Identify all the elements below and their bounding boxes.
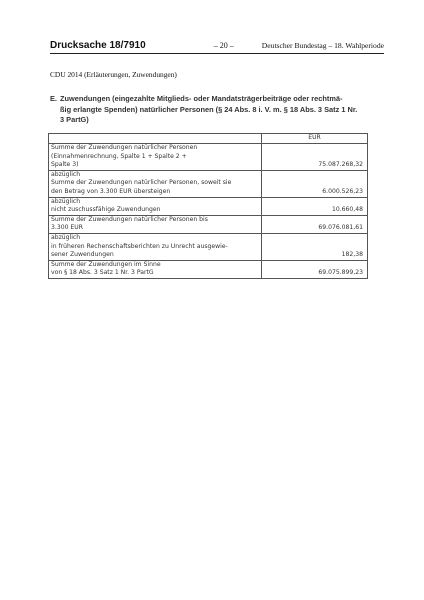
row-amount: 6.000.526,23 [262,170,368,197]
row-label [49,260,262,278]
row-label [49,233,262,260]
page-header [50,40,384,52]
row-amount: 182,38 [262,233,368,260]
document-number-value: 7910 [123,40,146,51]
row-label-line: 3.300 EUR [51,224,83,232]
row-label-line: Spalte 3) [51,161,79,169]
row-label-line: Summe der Zuwendungen im Sinne [51,260,161,268]
currency-header: EUR [262,134,368,144]
row-label-line: in früheren Rechenschaftsberichten zu Unrecht ausgewie- [51,242,228,250]
section-letter: E. [50,94,57,103]
row-label [49,170,262,197]
row-label-line: nicht zuschussfähige Zuwendungen [51,206,161,214]
row-label [49,215,262,233]
table-row [49,215,368,233]
section-heading [50,94,370,126]
header-rule [50,53,384,54]
section-title-line: 3 PartG) [60,115,89,124]
legislative-period: Deutscher Bundestag – 18. Wahlperiode [261,41,384,50]
row-label-line: Summe der Zuwendungen natürlicher Personen bis [51,215,208,223]
section-title-line: Zuwendungen (eingezahlte Mitglieds- oder Mandatsträgerbeiträge oder rechtmä- [60,94,343,103]
row-amount: 69.076.081,61 [262,215,368,233]
donations-table [48,133,368,279]
row-label-line: (Einnahmenrechnung, Spalte 1 + Spalte 2 + [51,152,187,160]
row-amount: 75.087.268,32 [262,144,368,171]
row-label [49,197,262,215]
row-label-line: abzüglich [51,170,81,178]
section-title [60,94,370,126]
row-amount: 10.660,48 [262,197,368,215]
table-row [49,197,368,215]
table-header-empty [49,134,262,144]
row-amount: 69.075.899,23 [262,260,368,278]
table-row [49,260,368,278]
row-label [49,144,262,171]
section-title-line: ßig erlangte Spenden) natürlicher Personen (§ 24 Abs. 8 i. V. m. § 18 Abs. 3 Satz 1 Nr. [60,104,358,114]
table-row [49,170,368,197]
table-row [49,233,368,260]
table-row [49,144,368,171]
table-header-row [49,134,368,144]
row-label-line: abzüglich [51,197,81,205]
row-label-line: Summe der Zuwendungen natürlicher Personen, soweit sie [51,179,232,187]
document-number [50,40,146,51]
row-label-line: Summe der Zuwendungen natürlicher Personen [51,144,198,151]
page-number: – 20 – [213,41,234,50]
donations-table-wrapper [48,133,368,279]
row-label-line: abzüglich [51,233,81,241]
row-label-line: sener Zuwendungen [51,251,114,259]
document-number-prefix: Drucksache 18/ [50,40,124,51]
row-label-line: von § 18 Abs. 3 Satz 1 Nr. 3 PartG [51,269,154,277]
row-label-line: den Betrag von 3.300 EUR übersteigen [51,187,171,195]
document-subtitle: CDU 2014 (Erläuterungen, Zuwendungen) [50,70,177,79]
